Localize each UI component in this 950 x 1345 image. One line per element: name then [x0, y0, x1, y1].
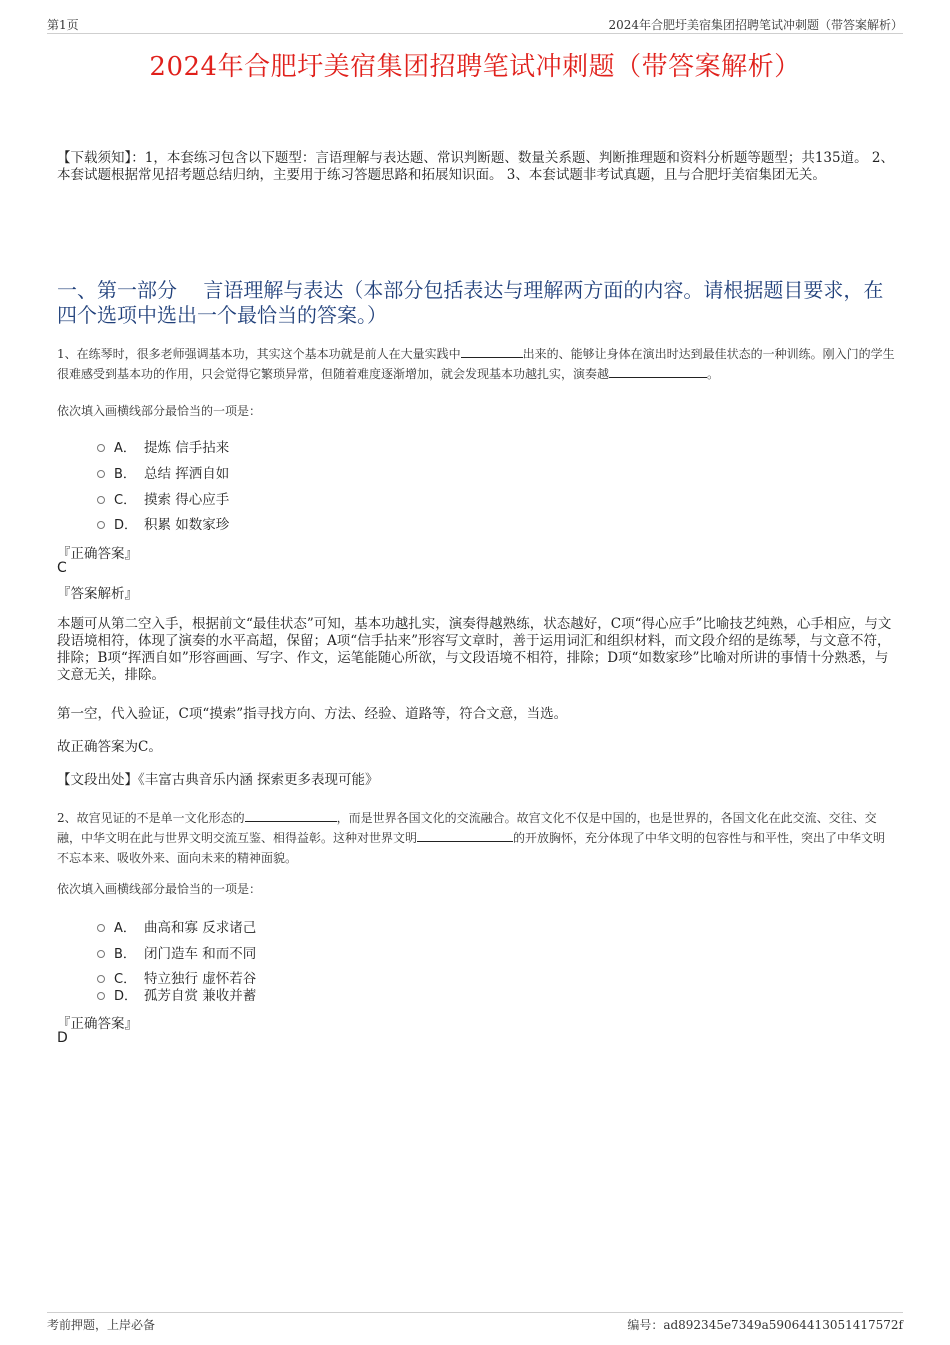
q2-option-c[interactable]: C． 特立独行 虚怀若谷	[97, 967, 256, 987]
question-1-prompt: 依次填入画横线部分最恰当的一项是：	[57, 404, 262, 418]
q1-option-d[interactable]: D． 积累 如数家珍	[97, 513, 229, 533]
download-notice: 【下载须知】：1，本套练习包含以下题型：言语理解与表达题、常识判断题、数量关系题、判断推理题和资料分析题等题型；共135道。 2、本套试题根据常见招考题总结归纳，主要用于练习答题思路和拓展知识面。 3、本套试题非考试真题，且与合肥圩美宿集团无关。	[57, 150, 894, 183]
radio-icon[interactable]	[97, 496, 105, 504]
header-doc-title: 2024年合肥圩美宿集团招聘笔试冲刺题（带答案解析）	[608, 18, 903, 32]
header-divider	[47, 33, 903, 34]
q1-correct-answer: C	[57, 560, 67, 576]
question-2-text: 2、故宫见证的不是单一文化形态的 ，而是世界各国文化的交流融合。故宫文化不仅是中国的，也是世界的，各国文化在此交流、交往、交融，中华文明在此与世界文明交流互鉴、相得益彰。这种对世界文明 的开放胸怀，充分体现了中华文明的包容性与和平性，突出了中华文明不忘本来、吸收外来、面向未来的精神面貌。	[57, 811, 886, 865]
radio-icon[interactable]	[97, 924, 105, 932]
answer-blank	[609, 365, 707, 378]
footer-code: 编号：ad892345e7349a59064413051417572f	[627, 1318, 903, 1332]
section-heading: 一、第一部分 言语理解与表达（本部分包括表达与理解两方面的内容。请根据题目要求，在四个选项中选出一个最恰当的答案。）	[57, 278, 884, 327]
radio-icon[interactable]	[97, 521, 105, 529]
answer-blank	[417, 829, 513, 842]
answer-blank	[245, 809, 337, 822]
q1-analysis-paragraph: 本题可从第二空入手，根据前文“最佳状态”可知，基本功越扎实，演奏得越熟练，状态越好，C项“得心应手”比喻技艺纯熟，心手相应，与文段语境相符，体现了演奏的水平高超，保留；A项“信手拈来”形容写文章时，善于运用词汇和组织材料，而文段介绍的是练琴，与文意不符，排除；B项“挥洒自如”形容画画、写字、作文，运笔能随心所欲，与文段语境不相符，排除；D项“如数家珍”比喻对所讲的事情十分熟悉，与文意无关，排除。	[57, 616, 892, 683]
q1-analysis-paragraph-2: 第一空，代入验证，C项“摸索”指寻找方向、方法、经验、道路等，符合文意，当选。	[57, 706, 568, 722]
question-2-prompt: 依次填入画横线部分最恰当的一项是：	[57, 882, 262, 896]
footer-slogan: 考前押题，上岸必备	[47, 1318, 156, 1332]
q2-option-d[interactable]: D． 孤芳自赏 兼收并蓄	[97, 984, 256, 1004]
q2-option-b[interactable]: B． 闭门造车 和而不同	[97, 942, 256, 962]
answer-blank	[461, 345, 523, 358]
q1-option-b[interactable]: B． 总结 挥洒自如	[97, 462, 229, 482]
radio-icon[interactable]	[97, 444, 105, 452]
page-title: 2024年合肥圩美宿集团招聘笔试冲刺题（带答案解析）	[149, 52, 801, 82]
q2-correct-label: 『正确答案』	[57, 1016, 138, 1032]
q1-analysis-conclusion: 故正确答案为C。	[57, 739, 162, 755]
q2-correct-answer: D	[57, 1030, 68, 1046]
question-1-text: 1、在练琴时，很多老师强调基本功，其实这个基本功就是前人在大量实践中 出来的、能够让身体在演出时达到最佳状态的一种训练。刚入门的学生很难感受到基本功的作用，只会觉得它繁琐异常，但随着难度逐渐增加，就会发现基本功越扎实，演奏越 。	[57, 347, 895, 381]
q1-correct-label: 『正确答案』	[57, 546, 138, 562]
radio-icon[interactable]	[97, 950, 105, 958]
q1-option-c[interactable]: C． 摸索 得心应手	[97, 488, 229, 508]
header-page-number: 第1页	[47, 18, 79, 32]
q1-analysis-label: 『答案解析』	[57, 586, 138, 602]
q2-option-a[interactable]: A． 曲高和寡 反求诸己	[97, 916, 256, 936]
q1-source: 【文段出处】《丰富古典音乐内涵 探索更多表现可能》	[57, 772, 379, 788]
radio-icon[interactable]	[97, 975, 105, 983]
radio-icon[interactable]	[97, 470, 105, 478]
q1-option-a[interactable]: A． 提炼 信手拈来	[97, 436, 229, 456]
radio-icon[interactable]	[97, 992, 105, 1000]
footer-divider	[47, 1312, 903, 1313]
